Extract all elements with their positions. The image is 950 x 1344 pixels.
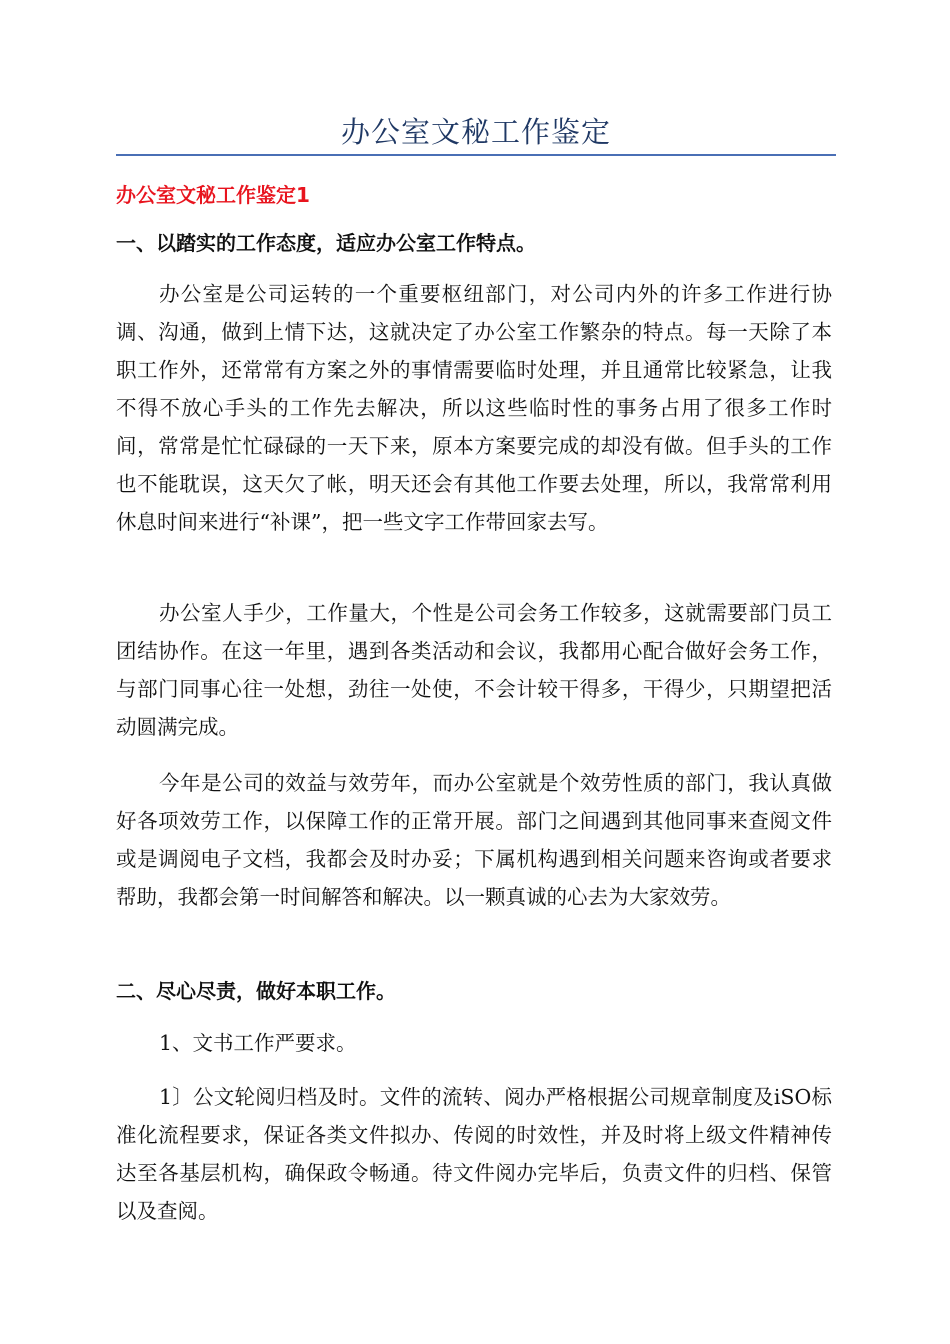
section-title: 办公室文秘工作鉴定1: [116, 183, 310, 207]
subitem-1: 1、文书工作严要求。: [159, 1031, 357, 1055]
heading-1: 一、以踏实的工作态度，适应办公室工作特点。: [116, 231, 536, 255]
paragraph-2: 办公室人手少，工作量大，个性是公司会务工作较多，这就需要部门员工团结协作。在这一年里，遇到各类活动和会议，我都用心配合做好会务工作，与部门同事心往一处想，劲往一处使，不会计较干得多，干得少，只期望把活动圆满完成。: [116, 601, 832, 739]
subitem-1-1: 1〕公文轮阅归档及时。文件的流转、阅办严格根据公司规章制度及iSO标准化流程要求，保证各类文件拟办、传阅的时效性，并及时将上级文件精神传达至各基层机构，确保政令畅通。待文件阅办完毕后，负责文件的归档、保管以及查阅。: [116, 1085, 832, 1223]
paragraph-3: 今年是公司的效益与效劳年，而办公室就是个效劳性质的部门，我认真做好各项效劳工作，以保障工作的正常开展。部门之间遇到其他同事来查阅文件或是调阅电子文档，我都会及时办妥；下属机构遇到相关问题来咨询或者要求帮助，我都会第一时间解答和解决。以一颗真诚的心去为大家效劳。: [116, 771, 832, 909]
heading-2: 二、尽心尽责，做好本职工作。: [116, 979, 396, 1003]
title-divider: [116, 154, 836, 156]
document-title: 办公室文秘工作鉴定: [340, 115, 611, 149]
paragraph-1: 办公室是公司运转的一个重要枢纽部门，对公司内外的许多工作进行协调、沟通，做到上情下达，这就决定了办公室工作繁杂的特点。每一天除了本职工作外，还常常有方案之外的事情需要临时处理，并且通常比较紧急，让我不得不放心手头的工作先去解决，所以这些临时性的事务占用了很多工作时间，常常是忙忙碌碌的一天下来，原本方案要完成的却没有做。但手头的工作也不能耽误，这天欠了帐，明天还会有其他工作要去处理，所以，我常常利用休息时间来进行“补课”，把一些文字工作带回家去写。: [116, 282, 832, 534]
